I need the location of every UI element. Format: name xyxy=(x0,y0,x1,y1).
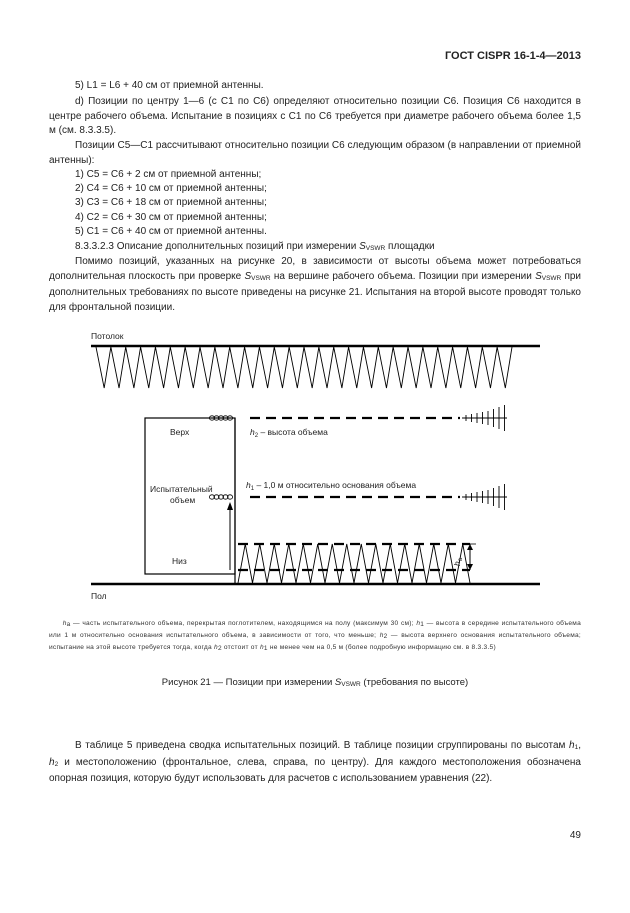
document-code: ГОСТ CISPR 16-1-4—2013 xyxy=(444,50,581,62)
ceiling-label: Потолок xyxy=(91,331,124,341)
page-number: 49 xyxy=(569,830,581,841)
ha-label: $h_a$ xyxy=(452,557,464,566)
floor-label: Пол xyxy=(91,591,107,601)
list-item: 5) С1 = С6 + 40 см от приемной антенны. xyxy=(75,226,267,237)
list-item: 4) С2 = С6 + 30 см от приемной антенны; xyxy=(75,212,267,223)
ceiling-absorbers xyxy=(96,347,512,388)
figure-caption: Рисунок 21 — Позиции при измерении SVSWR (требования по высоте) xyxy=(161,677,469,688)
list-item: 3) С3 = С6 + 18 см от приемной антенны; xyxy=(75,197,267,208)
section-heading: 8.3.3.2.3 Описание дополнительных позиций при измерении SVSWR площадки xyxy=(75,241,435,252)
bottom-label: Низ xyxy=(172,556,187,566)
paragraph-d: d) Позиции по центру 1—6 (с С1 по С6) определяют относительно позиции С6. Позиция С6 находится в центре рабочего объема. Испытание в позициях с С1 по С6 требуется при диаметре рабочего объема более 1,5 м (см. 8.3.3.5). xyxy=(49,96,581,137)
test-volume-label: Испытательный xyxy=(150,484,213,494)
list-item: 1) С5 = С6 + 2 см от приемной антенны; xyxy=(75,169,262,180)
top-label: Верх xyxy=(170,427,190,437)
figure-legend: ha — часть испытательного объема, перекрытая поглотителем, находящимся на полу (максимум 30 см); h1 — высота в середине испытательного объема или 1 м относительно основания испытательного объема, в зависимости от того, что меньше; h2 — высота верхнего основания испытательного объема; испытание на этой высоте требуется тогда, когда h2 отстоит от h1 не менее чем на 0,5 м (более подробную информацию см. в 8.3.3.5) xyxy=(49,620,581,652)
test-volume-label: объем xyxy=(170,495,196,505)
floor-absorbers xyxy=(238,544,470,583)
antenna-icon xyxy=(462,484,507,510)
h1-arrow xyxy=(227,502,233,510)
list-item: 2) С4 = С6 + 10 см от приемной антенны; xyxy=(75,183,267,194)
antenna-icon xyxy=(462,405,507,431)
paragraph-summary: В таблице 5 приведена сводка испытательных позиций. В таблице позиции сгруппированы по высотам h1, h2 и местоположению (фронтальное, слева, справа, по центру). Для каждого местоположения обозначена опорная позиция, которую будут использовать для расчетов с использованием уравнения (22). xyxy=(49,740,581,785)
list-item: 5) L1 = L6 + 40 см от приемной антенны. xyxy=(75,80,264,91)
paragraph-c5: Позиции С5—С1 рассчитывают относительно позиции С6 следующим образом (в направлении от приемной антенны): xyxy=(49,140,581,166)
antenna-coil-mid xyxy=(209,495,232,499)
h2-label: $h_2$ – высота объема xyxy=(250,427,328,439)
paragraph-extra: Помимо позиций, указанных на рисунке 20, в зависимости от высоты объема может потребоваться дополнительная плоскость при проверке SVSWR на вершине рабочего объема. Позиции при измерении SVSWR при дополнительных требованиях по высоте приведены на рисунке 21. Испытания на второй высоте проводят только для фронтальной позиции. xyxy=(49,256,582,313)
h1-label: $h_1 - 1,0$ м относительно основания объема xyxy=(246,480,417,492)
